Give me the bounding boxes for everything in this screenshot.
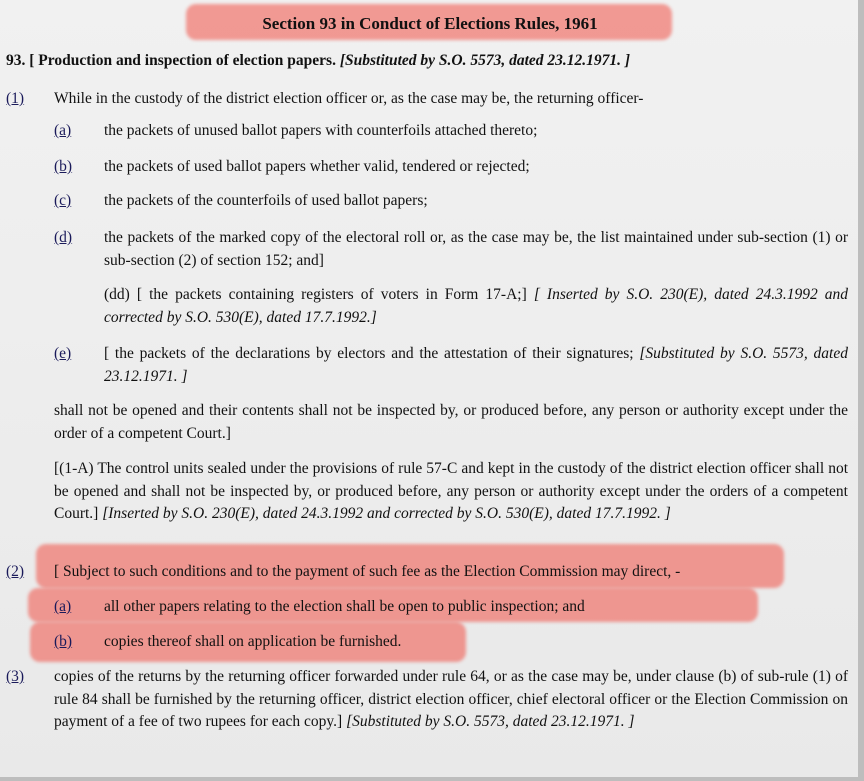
heading-main: 93. [ Production and inspection of election papers. (6, 52, 336, 69)
clause-2a-text: all other papers relating to the election shall be open to public inspection; and (104, 598, 585, 615)
item-a-text: the packets of unused ballot papers with counterfoils attached thereto; (104, 122, 538, 139)
clause-2b-number[interactable]: (b) (54, 633, 73, 650)
clause-1-text: While in the custody of the district election officer or, as the case may be, the returning officer- (54, 90, 644, 107)
clause-1-number[interactable]: (1) (6, 90, 25, 107)
item-d-number[interactable]: (d) (54, 229, 73, 246)
clause-1a (54, 458, 848, 526)
item-c-number[interactable]: (c) (54, 192, 72, 209)
item-e-text: [ the packets of the declarations by electors and the attestation of their signatures; (104, 345, 634, 362)
clause-2b-text: copies thereof shall on application be furnished. (104, 633, 402, 650)
item-dd (104, 284, 848, 329)
item-b-text: the packets of used ballot papers whether valid, tendered or rejected; (104, 158, 530, 175)
clause-1-closing: shall not be opened and their contents shall not be inspected by, or produced before, any person or authority except under the order of a competent Court.] (54, 402, 848, 442)
item-c-text: the packets of the counterfoils of used ballot papers; (104, 192, 428, 209)
heading-note: [Substituted by S.O. 5573, dated 23.12.1971. ] (339, 52, 631, 69)
item-e-number[interactable]: (e) (54, 345, 72, 362)
clause-3-text: copies of the returns by the returning officer forwarded under rule 64, or as the case may be, under clause (b) of sub-rule (1) of rule 84 shall be furnished by the returning officer, district election officer, chief electoral officer or the Election Commission on payment of a fee of two rupees for each copy.] (54, 668, 848, 730)
clause-2-text: [ Subject to such conditions and to the payment of such fee as the Election Commission may direct, - (54, 563, 681, 580)
item-dd-text: (dd) [ the packets containing registers of voters in Form 17-A;] (104, 286, 527, 303)
clause-3 (54, 666, 848, 734)
item-b-number[interactable]: (b) (54, 158, 73, 175)
item-e-note: [Substituted by S.O. 5573, dated 23.12.1971. ] (104, 345, 848, 385)
clause-1a-note: [Inserted by S.O. 230(E), dated 24.3.1992 and corrected by S.O. 530(E), dated 17.7.1992. ] (102, 505, 671, 522)
clause-1a-text: [(1-A) The control units sealed under the provisions of rule 57-C and kept in the custody of the district election officer shall not be opened and shall not be inspected by, or produced before, any person or authority except under the orders of a competent Court.] (54, 460, 848, 522)
clause-2a-number[interactable]: (a) (54, 598, 72, 615)
item-e (104, 343, 848, 388)
clause-2-number[interactable]: (2) (6, 563, 25, 580)
page-title: Section 93 in Conduct of Elections Rules, 1961 (262, 14, 598, 33)
item-a-number[interactable]: (a) (54, 122, 72, 139)
clause-3-number[interactable]: (3) (6, 668, 25, 685)
item-d-text: the packets of the marked copy of the electoral roll or, as the case may be, the list maintained under sub-section (1) or sub-section (2) of section 152; and] (104, 229, 848, 269)
section-heading (6, 50, 630, 72)
item-dd-note: [ Inserted by S.O. 230(E), dated 24.3.1992 and corrected by S.O. 530(E), dated 17.7.1992.] (104, 286, 849, 326)
clause-3-note: [Substituted by S.O. 5573, dated 23.12.1971. ] (346, 713, 635, 730)
